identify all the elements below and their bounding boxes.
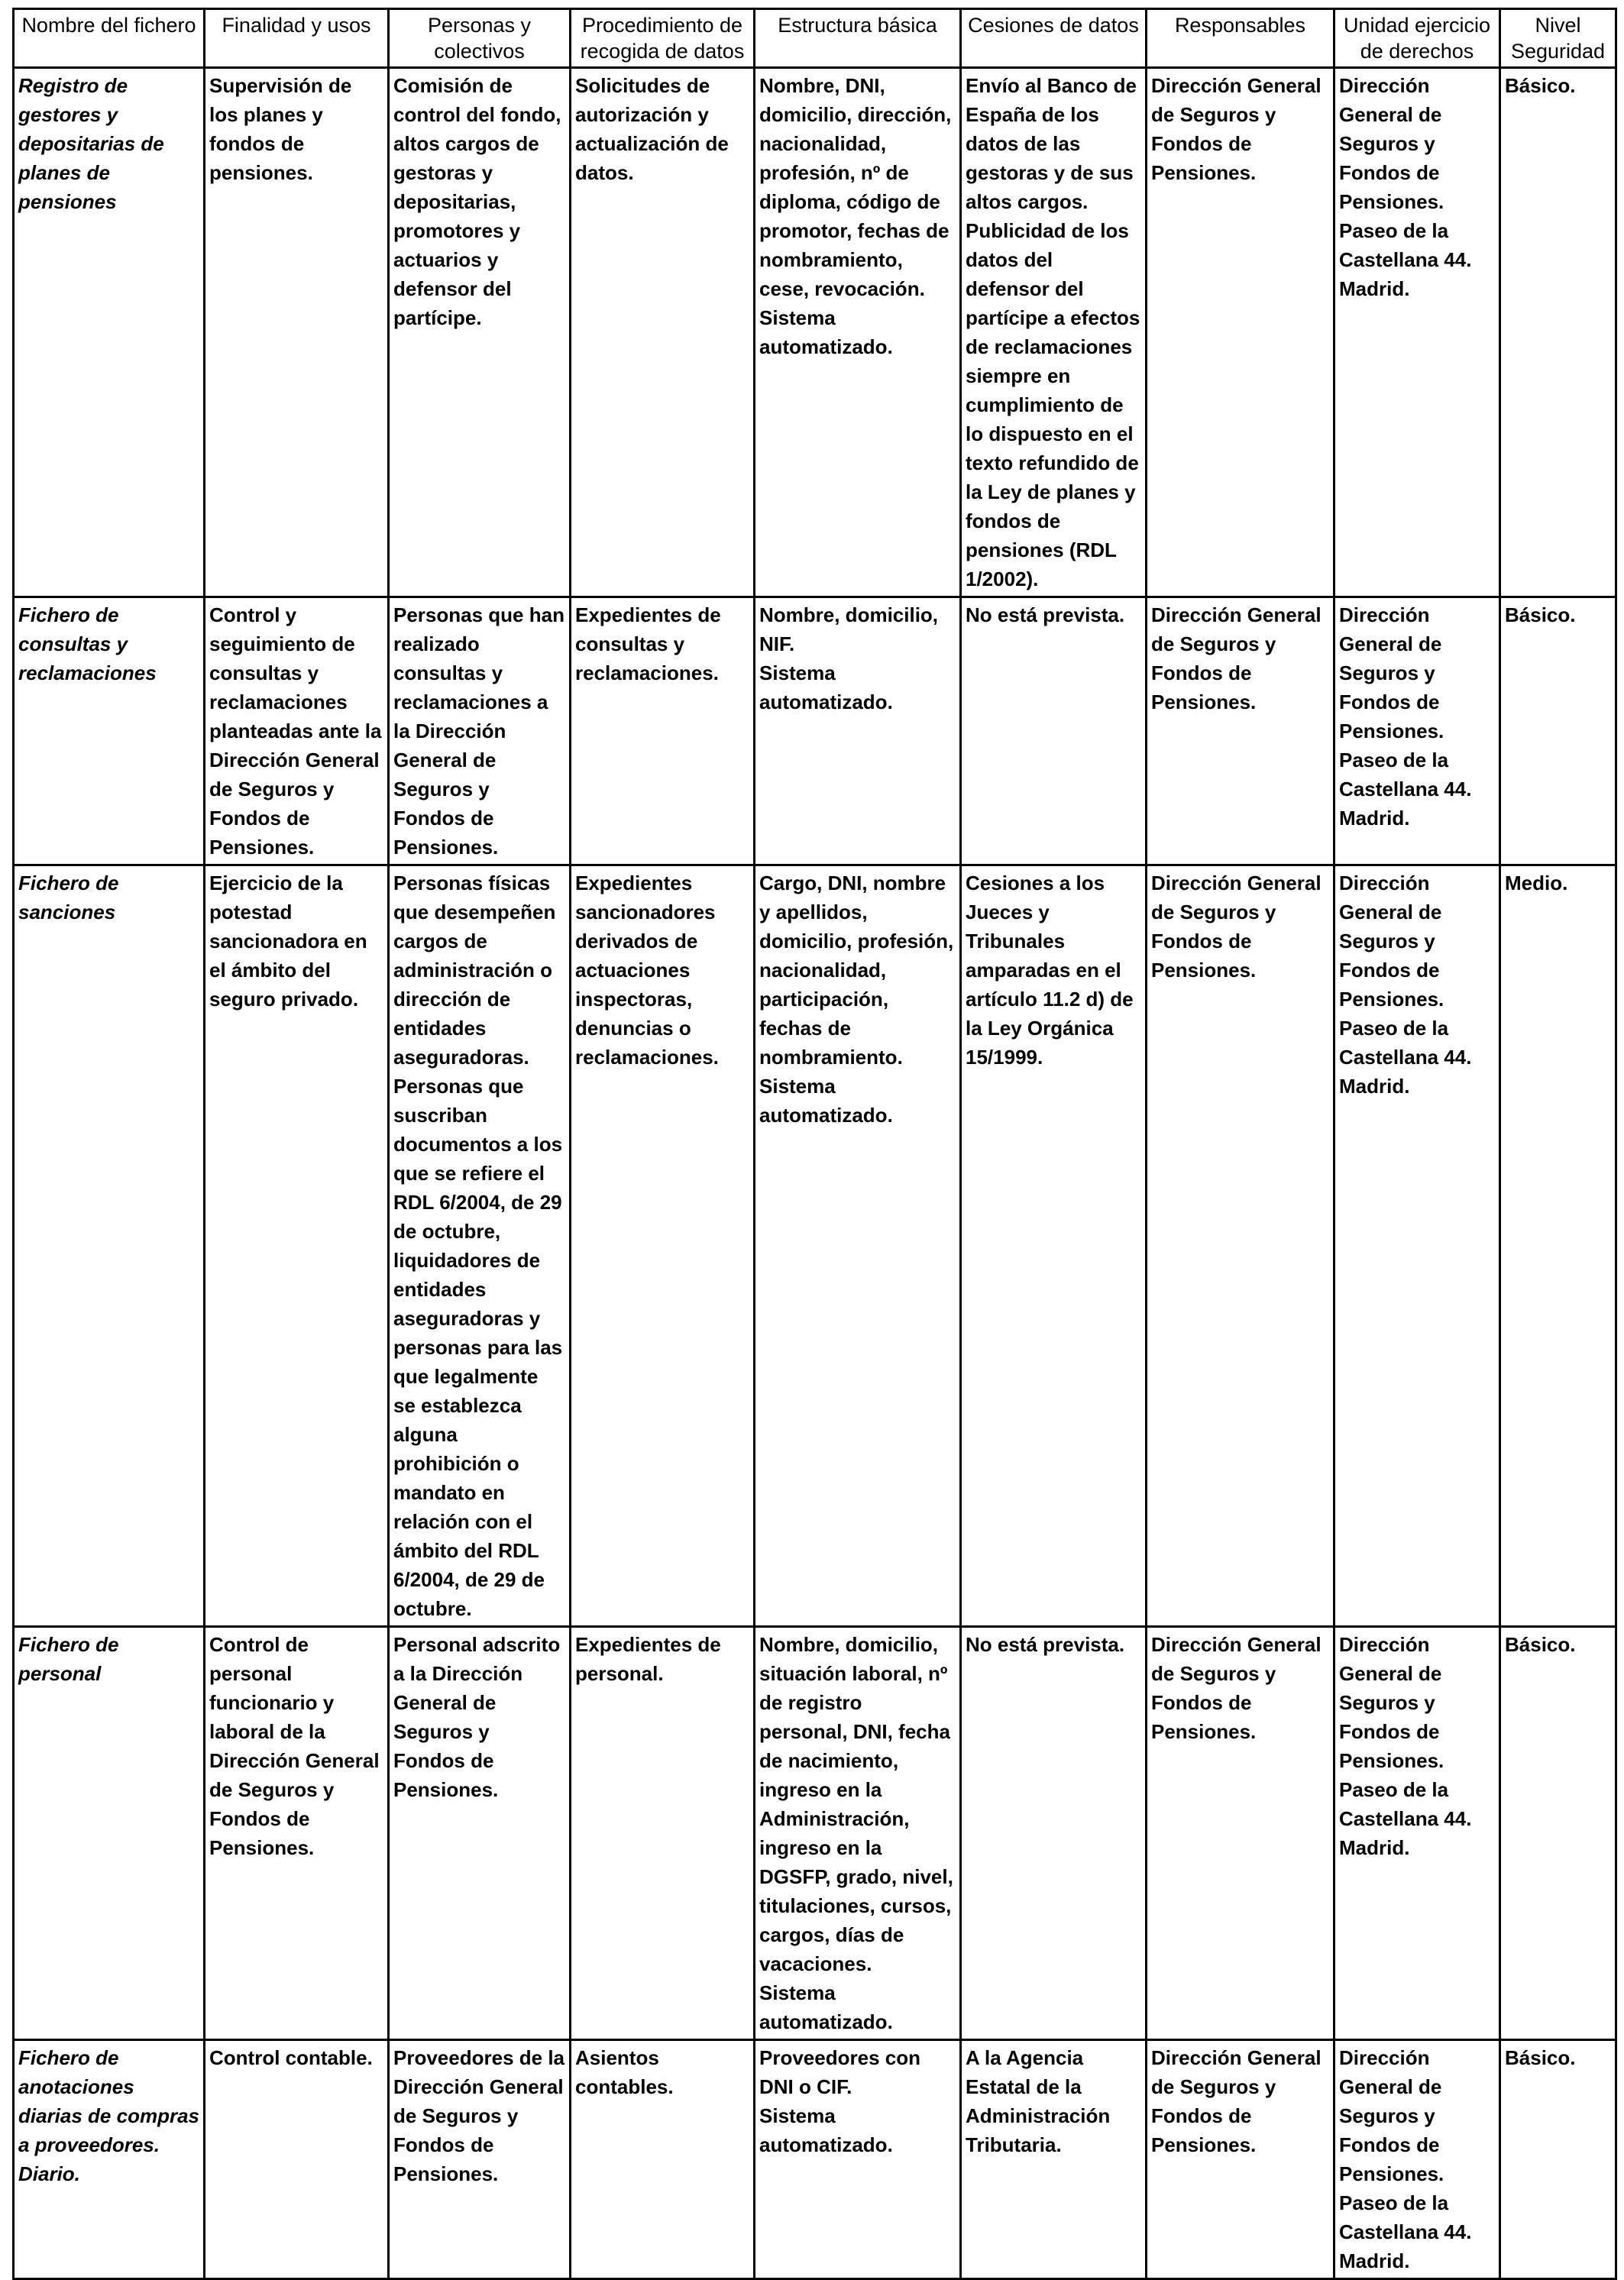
header-row <box>14 9 1616 68</box>
header-personas: Personas y colectivos <box>389 9 571 68</box>
cell-procedimiento: Expedientes de personal. <box>571 1627 755 2040</box>
cell-unidad: Dirección General de Seguros y Fondos de Pensiones. Paseo de la Castellana 44. Madrid. <box>1334 865 1500 1627</box>
cell-procedimiento: Asientos contables. <box>571 2040 755 2279</box>
cell-nombre: Fichero de personal <box>14 1627 205 2040</box>
cell-unidad: Dirección General de Seguros y Fondos de Pensiones. Paseo de la Castellana 44. Madrid. <box>1334 597 1500 865</box>
cell-cesiones: Cesiones a los Jueces y Tribunales amparadas en el artículo 11.2 d) de la Ley Orgánica 15/1999. <box>961 865 1147 1627</box>
cell-responsables: Dirección General de Seguros y Fondos de Pensiones. <box>1147 865 1334 1627</box>
cell-finalidad: Control de personal funcionario y laboral de la Dirección General de Seguros y Fondos de Pensiones. <box>205 1627 389 2040</box>
cell-cesiones: No está prevista. <box>961 1627 1147 2040</box>
cell-finalidad: Control contable. <box>205 2040 389 2279</box>
header-estructura: Estructura básica <box>755 9 961 68</box>
cell-nivel: Básico. <box>1500 1627 1616 2040</box>
cell-personas: Comisión de control del fondo, altos cargos de gestoras y depositarias, promotores y actuarios y defensor del partícipe. <box>389 68 571 597</box>
cell-nombre: Fichero de consultas y reclamaciones <box>14 597 205 865</box>
cell-unidad: Dirección General de Seguros y Fondos de Pensiones. Paseo de la Castellana 44. Madrid. <box>1334 68 1500 597</box>
cell-responsables: Dirección General de Seguros y Fondos de Pensiones. <box>1147 597 1334 865</box>
cell-personas: Proveedores de la Dirección General de Seguros y Fondos de Pensiones. <box>389 2040 571 2279</box>
cell-nombre: Registro de gestores y depositarias de planes de pensiones <box>14 68 205 597</box>
header-cesiones: Cesiones de datos <box>961 9 1147 68</box>
cell-nivel: Básico. <box>1500 68 1616 597</box>
header-procedimiento: Procedimiento de recogida de datos <box>571 9 755 68</box>
cell-finalidad: Supervisión de los planes y fondos de pensiones. <box>205 68 389 597</box>
cell-responsables: Dirección General de Seguros y Fondos de Pensiones. <box>1147 1627 1334 2040</box>
cell-personas: Personal adscrito a la Dirección General de Seguros y Fondos de Pensiones. <box>389 1627 571 2040</box>
cell-nombre: Fichero de anotaciones diarias de compras a proveedores. Diario. <box>14 2040 205 2279</box>
files-table <box>12 8 1617 2280</box>
header-nivel: Nivel Seguridad <box>1500 9 1616 68</box>
header-nombre: Nombre del fichero <box>14 9 205 68</box>
table-row <box>14 68 1616 597</box>
header-unidad: Unidad ejercicio de derechos <box>1334 9 1500 68</box>
cell-procedimiento: Expedientes de consultas y reclamaciones. <box>571 597 755 865</box>
cell-cesiones: A la Agencia Estatal de la Administración Tributaria. <box>961 2040 1147 2279</box>
cell-cesiones: Envío al Banco de España de los datos de las gestoras y de sus altos cargos. Publicidad de los datos del defensor del partícipe a efectos de reclamaciones siempre en cumplimiento de lo dispuesto en el texto refundido de la Ley de planes y fondos de pensiones (RDL 1/2002). <box>961 68 1147 597</box>
cell-estructura: Nombre, domicilio, situación laboral, nº de registro personal, DNI, fecha de nacimiento, ingreso en la Administración, ingreso en la DGSFP, grado, nivel, titulaciones, cursos, cargos, días de vacaciones. Sistema automatizado. <box>755 1627 961 2040</box>
cell-nombre: Fichero de sanciones <box>14 865 205 1627</box>
cell-finalidad: Control y seguimiento de consultas y reclamaciones planteadas ante la Dirección General de Seguros y Fondos de Pensiones. <box>205 597 389 865</box>
cell-nivel: Básico. <box>1500 597 1616 865</box>
cell-estructura: Nombre, DNI, domicilio, dirección, nacionalidad, profesión, nº de diploma, código de promotor, fechas de nombramiento, cese, revocación. Sistema automatizado. <box>755 68 961 597</box>
cell-nivel: Básico. <box>1500 2040 1616 2279</box>
cell-cesiones: No está prevista. <box>961 597 1147 865</box>
cell-procedimiento: Solicitudes de autorización y actualización de datos. <box>571 68 755 597</box>
table-row <box>14 2040 1616 2279</box>
cell-unidad: Dirección General de Seguros y Fondos de Pensiones. Paseo de la Castellana 44. Madrid. <box>1334 1627 1500 2040</box>
table-row <box>14 597 1616 865</box>
header-responsables: Responsables <box>1147 9 1334 68</box>
table-row <box>14 865 1616 1627</box>
table-row <box>14 1627 1616 2040</box>
header-finalidad: Finalidad y usos <box>205 9 389 68</box>
cell-personas: Personas que han realizado consultas y reclamaciones a la Dirección General de Seguros y Fondos de Pensiones. <box>389 597 571 865</box>
cell-estructura: Nombre, domicilio, NIF. Sistema automatizado. <box>755 597 961 865</box>
cell-nivel: Medio. <box>1500 865 1616 1627</box>
cell-estructura: Cargo, DNI, nombre y apellidos, domicilio, profesión, nacionalidad, participación, fechas de nombramiento. Sistema automatizado. <box>755 865 961 1627</box>
cell-unidad: Dirección General de Seguros y Fondos de Pensiones. Paseo de la Castellana 44. Madrid. <box>1334 2040 1500 2279</box>
cell-estructura: Proveedores con DNI o CIF. Sistema automatizado. <box>755 2040 961 2279</box>
cell-personas: Personas físicas que desempeñen cargos de administración o dirección de entidades aseguradoras. Personas que suscriban documentos a los que se refiere el RDL 6/2004, de 29 de octubre, liquidadores de entidades aseguradoras y personas para las que legalmente se establezca alguna prohibición o mandato en relación con el ámbito del RDL 6/2004, de 29 de octubre. <box>389 865 571 1627</box>
cell-responsables: Dirección General de Seguros y Fondos de Pensiones. <box>1147 68 1334 597</box>
cell-finalidad: Ejercicio de la potestad sancionadora en el ámbito del seguro privado. <box>205 865 389 1627</box>
cell-procedimiento: Expedientes sancionadores derivados de actuaciones inspectoras, denuncias o reclamaciones. <box>571 865 755 1627</box>
cell-responsables: Dirección General de Seguros y Fondos de Pensiones. <box>1147 2040 1334 2279</box>
